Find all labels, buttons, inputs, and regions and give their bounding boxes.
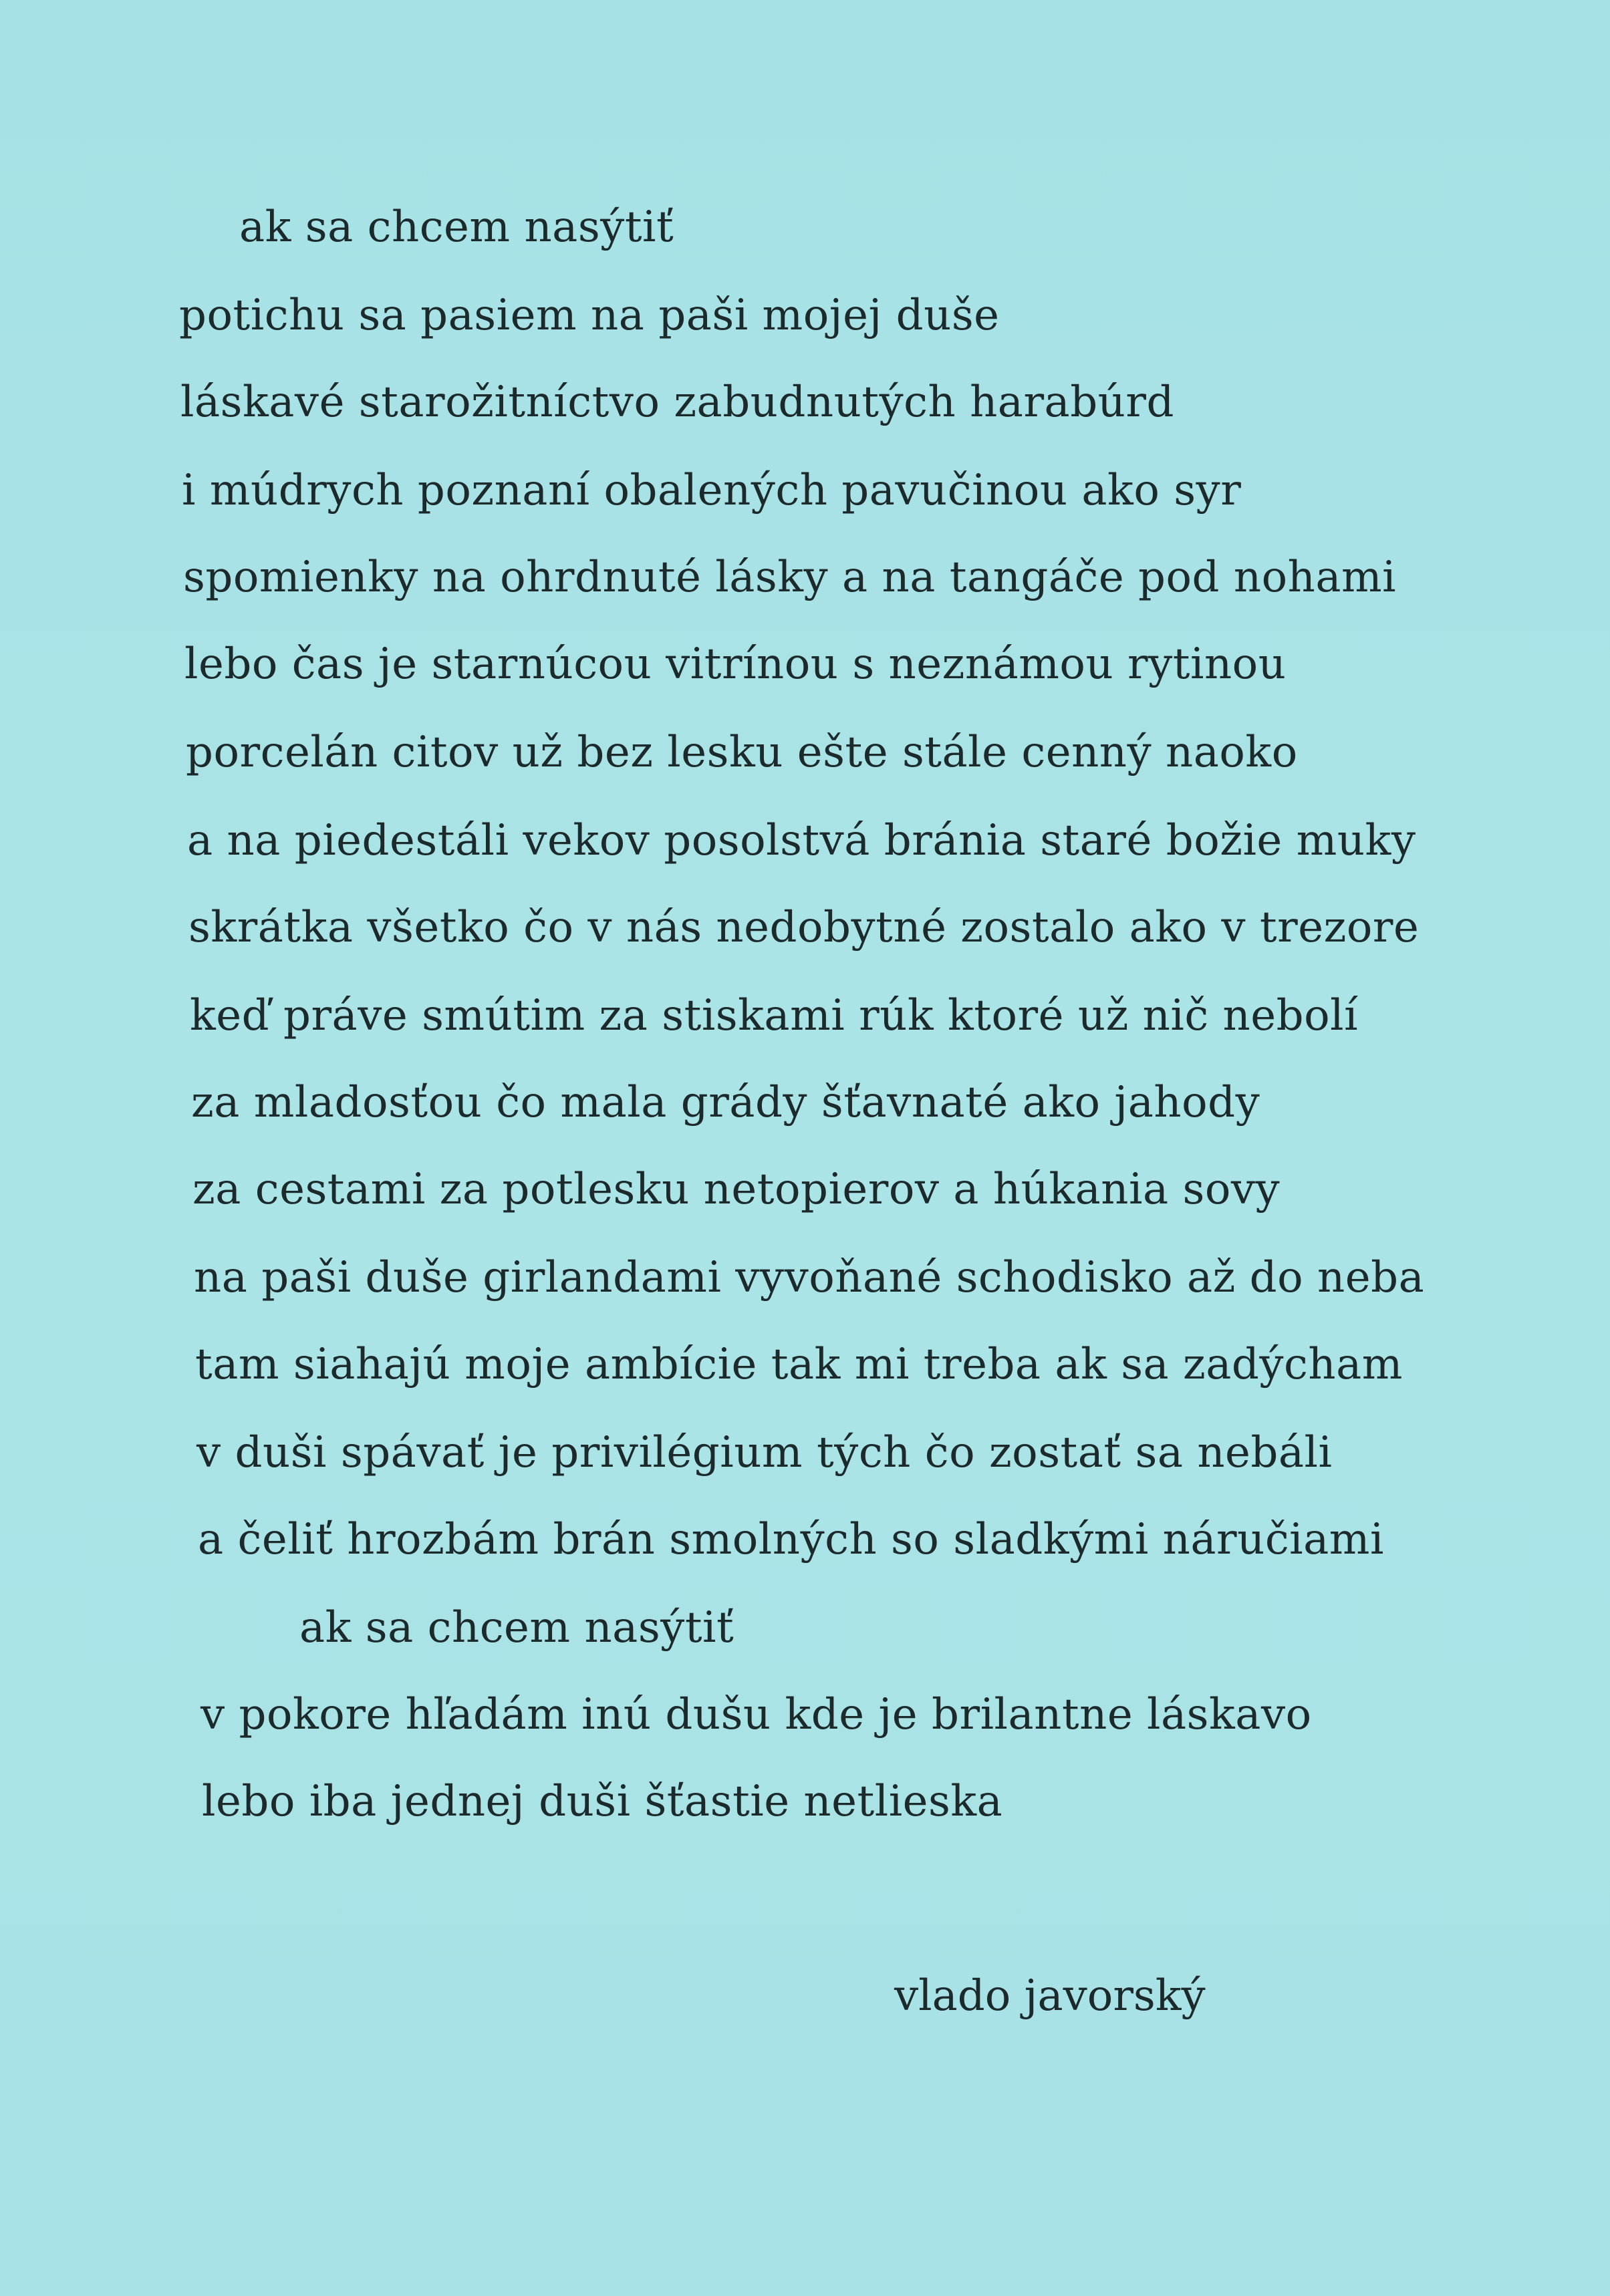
poem-line: láskavé starožitníctvo zabudnutých harabúrd bbox=[180, 378, 1174, 427]
poem-line: za mladosťou čo mala grády šťavnaté ako jahody bbox=[191, 1078, 1260, 1127]
poem-line: a čeliť hrozbám brán smolných so sladkými náručiami bbox=[198, 1515, 1384, 1564]
poem-line: porcelán citov už bez lesku ešte stále cenný naoko bbox=[186, 728, 1298, 777]
poem-line: skrátka všetko čo v nás nedobytné zostalo ako v trezore bbox=[188, 903, 1420, 952]
poem-line: i múdrych poznaní obalených pavučinou ako syr bbox=[182, 466, 1242, 515]
poem-line: lebo iba jednej duši šťastie netlieska bbox=[202, 1777, 1003, 1826]
poem-line: za cestami za potlesku netopierov a húkania sovy bbox=[192, 1165, 1281, 1214]
poem-line: lebo čas je starnúcou vitrínou s neznámou rytinou bbox=[184, 639, 1287, 689]
poem-line: spomienky na ohrdnuté lásky a na tangáče pod nohami bbox=[183, 553, 1397, 602]
poem-line: na paši duše girlandami vyvoňané schodisko až do neba bbox=[194, 1253, 1425, 1302]
poem-line: potichu sa pasiem na paši mojej duše bbox=[179, 291, 1000, 340]
poem-line: ak sa chcem nasýtiť bbox=[239, 202, 674, 252]
poem-line: tam siahajú moje ambície tak mi treba ak sa zadýcham bbox=[195, 1340, 1403, 1389]
poem-line: v duši spávať je privilégium tých čo zostať sa nebáli bbox=[196, 1428, 1333, 1477]
poem-line: ak sa chcem nasýtiť bbox=[299, 1603, 734, 1653]
poem-line: v pokore hľadám inú dušu kde je brilantne láskavo bbox=[200, 1690, 1312, 1739]
poem-line: a na piedestáli vekov posolstvá bránia staré božie muky bbox=[187, 816, 1416, 865]
author-signature: vlado javorský bbox=[894, 1971, 1206, 2021]
poem-line: keď práve smútim za stiskami rúk ktoré už nič nebolí bbox=[190, 991, 1359, 1040]
